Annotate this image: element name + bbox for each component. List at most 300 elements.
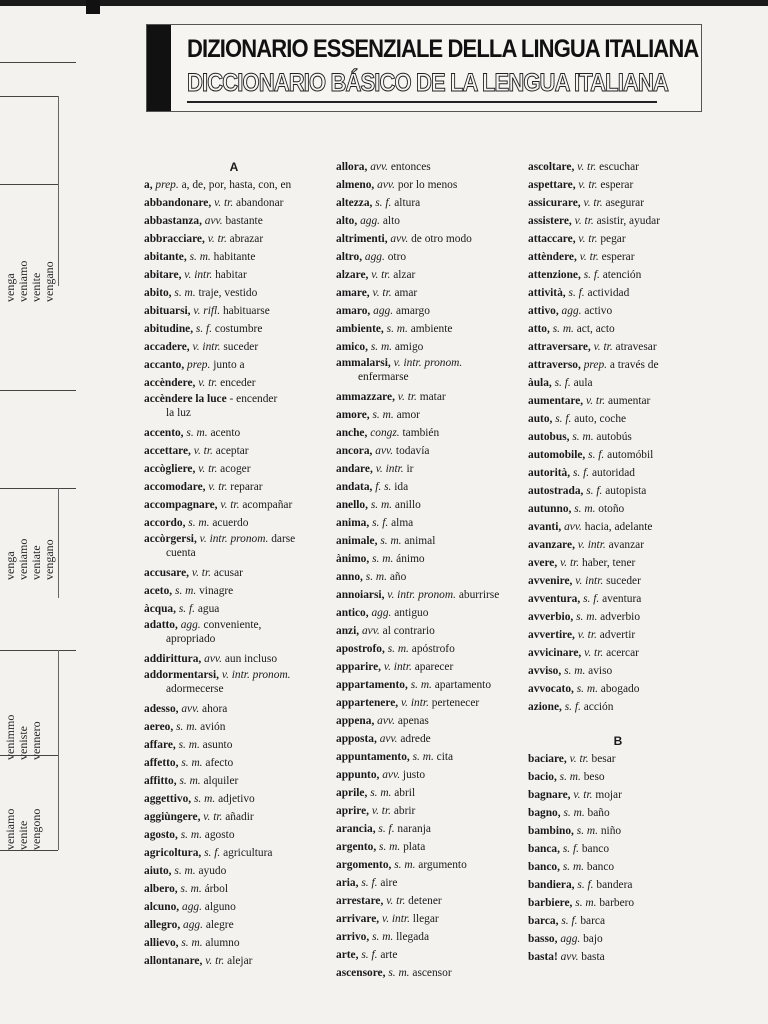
entry-headword: abitare, [144,269,182,281]
dictionary-entry [336,784,516,802]
strip-rule [58,650,59,850]
dictionary-entry [528,876,708,894]
entry-translation: barbero [599,897,635,909]
entry-headword: animale, [336,535,378,547]
dictionary-entry [336,302,516,320]
entry-grammar: avv. [390,233,409,245]
entry-headword: altezza, [336,197,373,209]
entry-grammar: v. tr. [586,395,606,407]
entry-headword: affetto, [144,757,179,769]
entry-translation: avión [200,721,226,733]
dictionary-entry [528,284,708,302]
dictionary-entry [144,790,324,808]
entry-grammar: s. m. [576,611,598,623]
entry-translation: amigo [394,341,424,353]
entry-grammar: avv. [379,733,398,745]
entry-grammar: agg. [180,619,201,631]
entry-headword: antico, [336,607,369,619]
entry-translation: mojar [595,789,622,801]
entry-headword: accòrgersi, [144,533,197,545]
entry-headword: barbiere, [528,897,573,909]
dictionary-entry [336,550,516,568]
strip-rule [0,62,76,63]
entry-headword: abbandonare, [144,197,212,209]
entry-grammar: s. f. [564,701,581,713]
entry-grammar: prep. [583,359,607,371]
dictionary-entry [528,626,708,644]
dictionary-entry [336,496,516,514]
entry-headword: agricoltura, [144,847,202,859]
entry-grammar: s. f. [195,323,213,335]
page-header [146,24,702,112]
entry-headword: accèndere la luce [144,393,227,405]
entry-headword: ammazzare, [336,391,395,403]
entry-headword: affare, [144,739,176,751]
entry-headword: appunto, [336,769,380,781]
entry-grammar: v. tr. [583,197,603,209]
entry-translation: beso [583,771,605,783]
entry-headword: accento, [144,427,184,439]
entry-headword: arte, [336,949,359,961]
entry-translation: amargo [395,305,430,317]
entry-translation: autoridad [591,467,635,479]
entry-translation: aumentar [607,395,651,407]
entry-grammar: s. f. [375,197,392,209]
entry-headword: bandiera, [528,879,575,891]
entry-headword: arancia, [336,823,376,835]
entry-grammar: s. f. [562,843,579,855]
strip-rule [0,650,76,651]
entry-headword: aprire, [336,805,370,817]
dictionary-entry [144,230,324,248]
dictionary-entry [528,750,708,768]
entry-translation: habitante [213,251,256,263]
entry-grammar: s. m. [188,517,210,529]
entry-headword: bambino, [528,825,574,837]
entry-headword: attivo, [528,305,559,317]
entry-headword: attraverso, [528,359,581,371]
conjugation-word: veniamo [16,260,30,302]
dictionary-entry [336,284,516,302]
dictionary-entry [144,284,324,302]
dictionary-entry [336,266,516,284]
entry-translation: a través de [609,359,659,371]
entry-translation: habituarse [222,305,270,317]
entry-headword: andare, [336,463,373,475]
entry-grammar: v. intr. pronom. [199,533,269,545]
dictionary-entry [528,948,708,966]
entry-grammar: s. m. [380,535,402,547]
entry-grammar: v. tr. [579,251,599,263]
entry-headword: accordo, [144,517,186,529]
entry-translation: auto, coche [574,413,627,425]
dictionary-entry [528,266,708,284]
entry-grammar: v. tr. [577,161,597,173]
entry-grammar: s. f. [361,949,378,961]
entry-translation: llegar [412,913,439,925]
entry-translation: conveniente, [203,619,262,631]
dictionary-entry [144,700,324,718]
entry-grammar: v. tr. [371,269,391,281]
entry-headword: argomento, [336,859,392,871]
entry-grammar: v. intr. [383,661,412,673]
entry-translation: aun incluso [224,653,278,665]
entry-headword: avviso, [528,665,562,677]
entry-translation: automóbil [607,449,654,461]
conjugation-group-1 [4,261,55,302]
entry-grammar: v. tr. [573,789,593,801]
entry-headword: accomodare, [144,481,206,493]
entry-headword: banca, [528,843,560,855]
dictionary-entry [528,158,708,176]
entry-translation: abrazar [229,233,264,245]
conjugation-word: vengono [29,808,43,850]
entry-grammar: v. tr. [584,647,604,659]
dictionary-entry [144,600,324,618]
entry-grammar: v. tr. [203,811,223,823]
entry-headword: baciare, [528,753,567,765]
dictionary-entry [336,320,516,338]
entry-translation: actividad [587,287,630,299]
dictionary-entry [336,532,516,550]
entry-headword: arrivo, [336,931,370,943]
dictionary-entry [336,730,516,748]
strip-rule [0,850,58,851]
strip-rule [0,184,58,185]
entry-grammar: v. tr. [577,629,597,641]
entry-headword: bacio, [528,771,557,783]
entry-translation: amar [394,287,418,299]
dictionary-entry [336,946,516,964]
entry-grammar: s. f. [568,287,585,299]
conjugation-word: veniate [29,545,43,580]
entry-headword: aria, [336,877,359,889]
entry-translation: abrir [393,805,416,817]
dictionary-entry [144,514,324,532]
entry-headword: ascensore, [336,967,386,979]
dictionary-entry [144,496,324,514]
dictionary-entry [528,392,708,410]
dictionary-entry [528,822,708,840]
section-letter-b: B [613,734,623,748]
entry-grammar: s. m. [372,931,394,943]
entry-grammar: v. rifl. [193,305,221,317]
entry-headword: abitante, [144,251,187,263]
entry-grammar: v. tr. [386,895,406,907]
entry-translation: año [389,571,407,583]
entry-grammar: v. tr. [214,197,234,209]
entry-grammar: v. intr. [184,269,213,281]
dictionary-entry [528,410,708,428]
entry-translation: aburrirse [458,589,500,601]
entry-headword: autobus, [528,431,570,443]
entry-translation: acoger [220,463,251,475]
dictionary-entry [336,820,516,838]
dictionary-entry [144,916,324,934]
entry-translation: - encender [229,393,278,405]
entry-headword: barca, [528,915,559,927]
entry-translation: ida [394,481,409,493]
dictionary-entry [528,194,708,212]
dictionary-entry [144,862,324,880]
dictionary-entry [144,650,324,668]
entry-headword: aprile, [336,787,368,799]
entry-grammar: s. m. [576,825,598,837]
dictionary-entry [528,230,708,248]
entry-translation: ánimo [396,553,425,565]
entry-grammar: s. f. [577,879,594,891]
entry-headword: accettare, [144,445,191,457]
page-title: DIZIONARIO ESSENZIALE DELLA LINGUA ITALIANA [187,35,699,63]
entry-translation: abandonar [236,197,284,209]
entry-translation: atravesar [615,341,657,353]
entry-translation: adverbio [600,611,641,623]
entry-translation: autopista [605,485,647,497]
dictionary-entry [144,266,324,284]
entry-translation: acuerdo [212,517,249,529]
entry-grammar: s. f. [554,377,571,389]
entry-translation: ayudo [198,865,227,877]
dictionary-entry [336,568,516,586]
column-1 [144,158,324,970]
entry-translation: altura [394,197,421,209]
entry-translation: ambiente [410,323,453,335]
entry-headword: automobile, [528,449,586,461]
page-subtitle: DICCIONARIO BÁSICO DE LA LENGUA ITALIANA [187,69,668,97]
entry-headword: banco, [528,861,560,873]
entry-translation: también [402,427,440,439]
dictionary-entry [336,748,516,766]
dictionary-entry [528,446,708,464]
entry-translation: advertir [599,629,636,641]
entry-grammar: s. f. [583,593,600,605]
entry-headword: attenzione, [528,269,581,281]
entry-grammar: s. m. [186,427,208,439]
entry-headword: basta! [528,951,558,963]
dictionary-entry [336,356,516,384]
dictionary-entry [528,374,708,392]
entry-grammar: s. m. [379,841,401,853]
dictionary-entry [144,442,324,460]
entry-headword: àcqua, [144,603,176,615]
conjugation-word: vengano [42,539,56,580]
section-letter-a: A [229,160,239,174]
entry-grammar: s. m. [576,683,598,695]
entry-grammar: s. f. [555,413,572,425]
entry-translation: otoño [598,503,625,515]
entry-grammar: s. m. [387,643,409,655]
dictionary-entry [336,406,516,424]
dictionary-entry [528,320,708,338]
entry-grammar: v. tr. [205,955,225,967]
entry-headword: arrestare, [336,895,384,907]
entry-grammar: v. tr. [578,233,598,245]
entry-headword: appartenere, [336,697,399,709]
entry-headword: avvenire, [528,575,573,587]
entry-headword: accògliere, [144,463,196,475]
entry-headword: ascoltare, [528,161,575,173]
entry-translation: asegurar [605,197,645,209]
entry-grammar: s. m. [370,499,393,511]
entry-headword: appartamento, [336,679,408,691]
entry-translation: apartamento [434,679,492,691]
entry-grammar: s. m. [572,431,594,443]
entry-translation: acercar [606,647,639,659]
entry-headword: autorità, [528,467,571,479]
column-3 [528,158,708,966]
dictionary-entry [144,668,324,696]
entry-headword: a, [144,179,153,191]
entry-grammar: v. tr. [220,499,240,511]
entry-translation: acompañar [242,499,293,511]
dictionary-entry [336,640,516,658]
entry-headword: adatto, [144,619,178,631]
entry-headword: autunno, [528,503,572,515]
entry-grammar: avv. [382,769,401,781]
entry-translation: de otro modo [411,233,472,245]
dictionary-entry [528,644,708,662]
entry-translation: amor [396,409,420,421]
dictionary-entry [144,934,324,952]
entry-headword: bagno, [528,807,561,819]
entry-translation: besar [591,753,616,765]
dictionary-entry [528,698,708,716]
entry-grammar: s. m. [176,721,198,733]
entry-grammar: s. f. [204,847,221,859]
entry-translation: argumento [418,859,467,871]
entry-translation: agricultura [223,847,273,859]
dictionary-entry [336,338,516,356]
entry-headword: apostrofo, [336,643,385,655]
entry-grammar: agg. [364,251,385,263]
entry-continuation: cuenta [166,547,196,559]
entry-grammar: agg. [561,305,582,317]
entry-translation: alquiler [203,775,239,787]
entry-headword: altrimenti, [336,233,388,245]
entry-headword: almeno, [336,179,375,191]
entry-headword: avverbio, [528,611,574,623]
entry-translation: darse [271,533,296,545]
entry-grammar: s. f. [178,603,195,615]
entry-headword: aggettivo, [144,793,192,805]
column-2-entries [336,158,516,982]
conjugation-word: vennero [29,721,43,760]
conjugation-group-4 [4,809,42,850]
entry-headword: attraversare, [528,341,591,353]
entry-grammar: s. f. [583,269,600,281]
dictionary-entry [528,248,708,266]
entry-grammar: s. m. [575,897,597,909]
entry-headword: assistere, [528,215,572,227]
entry-grammar: s. m. [372,553,394,565]
entry-translation: esperar [600,179,634,191]
dictionary-entry [336,766,516,784]
entry-grammar: s. m. [370,787,392,799]
strip-rule [0,96,58,97]
entry-grammar: v. tr. [593,341,613,353]
dictionary-entry [528,518,708,536]
dictionary-entry [144,478,324,496]
entry-headword: avanzare, [528,539,575,551]
entry-grammar: avv. [370,161,388,173]
dictionary-entry [336,892,516,910]
column-3-entries-a [528,158,708,716]
entry-translation: haber, tener [582,557,636,569]
dictionary-entry [144,564,324,582]
dictionary-entry [144,618,324,646]
dictionary-entry [528,608,708,626]
entry-headword: anche, [336,427,368,439]
strip-rule [58,96,59,286]
dictionary-entry [336,442,516,460]
entry-translation: niño [600,825,622,837]
dictionary-entry [336,694,516,712]
entry-headword: attèndere, [528,251,577,263]
entry-translation: alzar [393,269,416,281]
dictionary-entry [144,952,324,970]
entry-headword: accanto, [144,359,185,371]
entry-grammar: v. tr. [578,179,598,191]
entry-grammar: avv. [560,951,579,963]
entry-translation: acción [583,701,614,713]
entry-headword: allora, [336,161,368,173]
entry-translation: banco [581,843,610,855]
top-edge-bar [0,0,768,6]
entry-headword: ancora, [336,445,373,457]
dictionary-entry [144,880,324,898]
entry-headword: avanti, [528,521,562,533]
entry-translation: alto [382,215,400,227]
entry-grammar: v. tr. [371,805,391,817]
entry-translation: aceptar [215,445,249,457]
entry-grammar: v. tr. [198,463,218,475]
entry-headword: allievo, [144,937,179,949]
entry-headword: altro, [336,251,363,263]
entry-translation: basta [581,951,605,963]
entry-headword: affitto, [144,775,177,787]
entry-grammar: avv. [361,625,380,637]
entry-translation: aparecer [414,661,454,673]
entry-grammar: v. tr. [569,753,589,765]
entry-grammar: prep. [187,359,211,371]
entry-translation: detener [408,895,442,907]
entry-headword: autostrada, [528,485,584,497]
dictionary-entry [144,212,324,230]
entry-grammar: v. intr. pronom. [387,589,456,601]
entry-continuation: enfermarse [358,371,409,383]
entry-grammar: v. tr. [207,233,227,245]
dictionary-entry [528,356,708,374]
entry-headword: abbastanza, [144,215,202,227]
entry-headword: aggiùngere, [144,811,201,823]
entry-translation: antiguo [394,607,429,619]
entry-headword: amico, [336,341,368,353]
entry-grammar: avv. [204,215,223,227]
entry-translation: bastante [225,215,263,227]
entry-headword: attività, [528,287,566,299]
entry-grammar: v. intr. pronom. [393,357,463,369]
dictionary-entry [336,604,516,622]
entry-grammar: avv. [564,521,582,533]
entry-continuation: adormecerse [166,683,224,695]
dictionary-entry [336,176,516,194]
entry-grammar: s. f. [588,449,605,461]
dictionary-entry [336,460,516,478]
entry-translation: agua [197,603,220,615]
entry-headword: anzi, [336,625,360,637]
entry-grammar: v. tr. [193,445,213,457]
entry-headword: allontanare, [144,955,203,967]
